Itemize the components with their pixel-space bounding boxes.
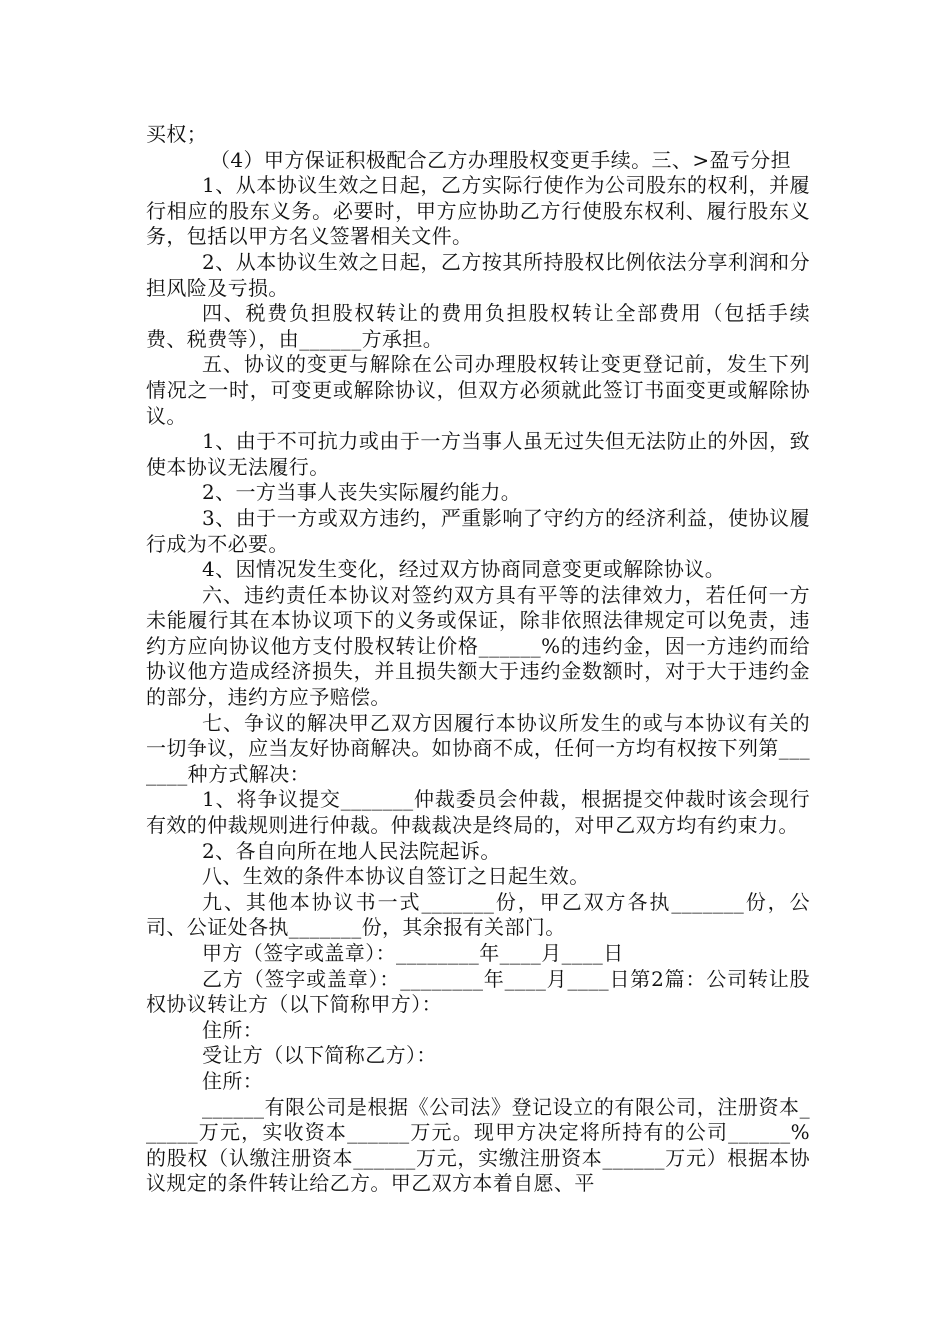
- paragraph-7: 1、由于不可抗力或由于一方当事人虽无过失但无法防止的外因，致使本协议无法履行。: [146, 429, 810, 479]
- paragraph-9: 3、由于一方或双方违约，严重影响了守约方的经济利益，使协议履行成为不必要。: [146, 505, 810, 556]
- paragraph-5: 四、税费负担股权转让的费用负担股权转让全部费用（包括手续费、税费等），由______方承担。: [146, 301, 810, 351]
- paragraph-6: 五、协议的变更与解除在公司办理股权转让变更登记前，发生下列情况之一时，可变更或解除协议，但双方必须就此签订书面变更或解除协议。: [146, 352, 810, 428]
- paragraph-3: 1、从本协议生效之日起，乙方实际行使作为公司股东的权利，并履行相应的股东义务。必要时，甲方应协助乙方行使股东权利、履行股东义务，包括以甲方名义签署相关文件。: [146, 173, 810, 249]
- paragraph-8: 2、一方当事人丧失实际履约能力。: [202, 480, 522, 505]
- signature-party-b: 乙方（签字或盖章）：________年____月____日第2篇：公司转让股权协议转让方（以下简称甲方）：: [146, 966, 810, 1017]
- paragraph-14: 2、各自向所在地人民法院起诉。: [202, 838, 501, 863]
- address-line-2: 住所：: [202, 1068, 264, 1093]
- paragraph-15: 八、生效的条件本协议自签订之日起生效。: [202, 864, 590, 889]
- signature-party-a: 甲方（签字或盖章）：________年____月____日: [202, 941, 624, 965]
- paragraph-2: （4）甲方保证积极配合乙方办理股权变更手续。三、>盈亏分担: [210, 147, 792, 172]
- paragraph-13: 1、将争议提交_______仲裁委员会仲裁，根据提交仲裁时该会现行有效的仲裁规则进行仲裁。仲裁裁决是终局的，对甲乙双方均有约束力。: [146, 787, 810, 838]
- address-line-1: 住所：: [202, 1017, 264, 1042]
- paragraph-16: 九、其他本协议书一式_______份，甲乙双方各执_______份，公司、公证处各执_______份，其余报有关部门。: [146, 889, 810, 940]
- paragraph-last: ______有限公司是根据《公司法》登记设立的有限公司，注册资本______万元，实收资本______万元。现甲方决定将所持有的公司______%的股权（认缴注册资本______万元，实缴注册资本______万元）根据本协议规定的条件转让给乙方。甲乙双方本着自愿、平: [146, 1094, 810, 1196]
- paragraph-12: 七、争议的解决甲乙双方因履行本协议所发生的或与本协议有关的一切争议，应当友好协商解决。如协商不成，任何一方均有权按下列第_______种方式解决：: [146, 710, 810, 786]
- paragraph-1: 买权；: [146, 122, 208, 146]
- paragraph-4: 2、从本协议生效之日起，乙方按其所持股权比例依法分享利润和分担风险及亏损。: [146, 249, 810, 300]
- paragraph-10: 4、因情况发生变化，经过双方协商同意变更或解除协议。: [202, 557, 726, 582]
- document-body: [146, 122, 810, 1197]
- transferee-line: 受让方（以下简称乙方）：: [202, 1043, 437, 1068]
- paragraph-11: 六、违约责任本协议对签约双方具有平等的法律效力，若任何一方未能履行其在本协议项下的义务或保证，除非依照法律规定可以免责，违约方应向协议他方支付股权转让价格______%的违约金，因一方违约而给协议他方造成经济损失，并且损失额大于违约金数额时，对于大于违约金的部分，违约方应予赔偿。: [146, 582, 810, 710]
